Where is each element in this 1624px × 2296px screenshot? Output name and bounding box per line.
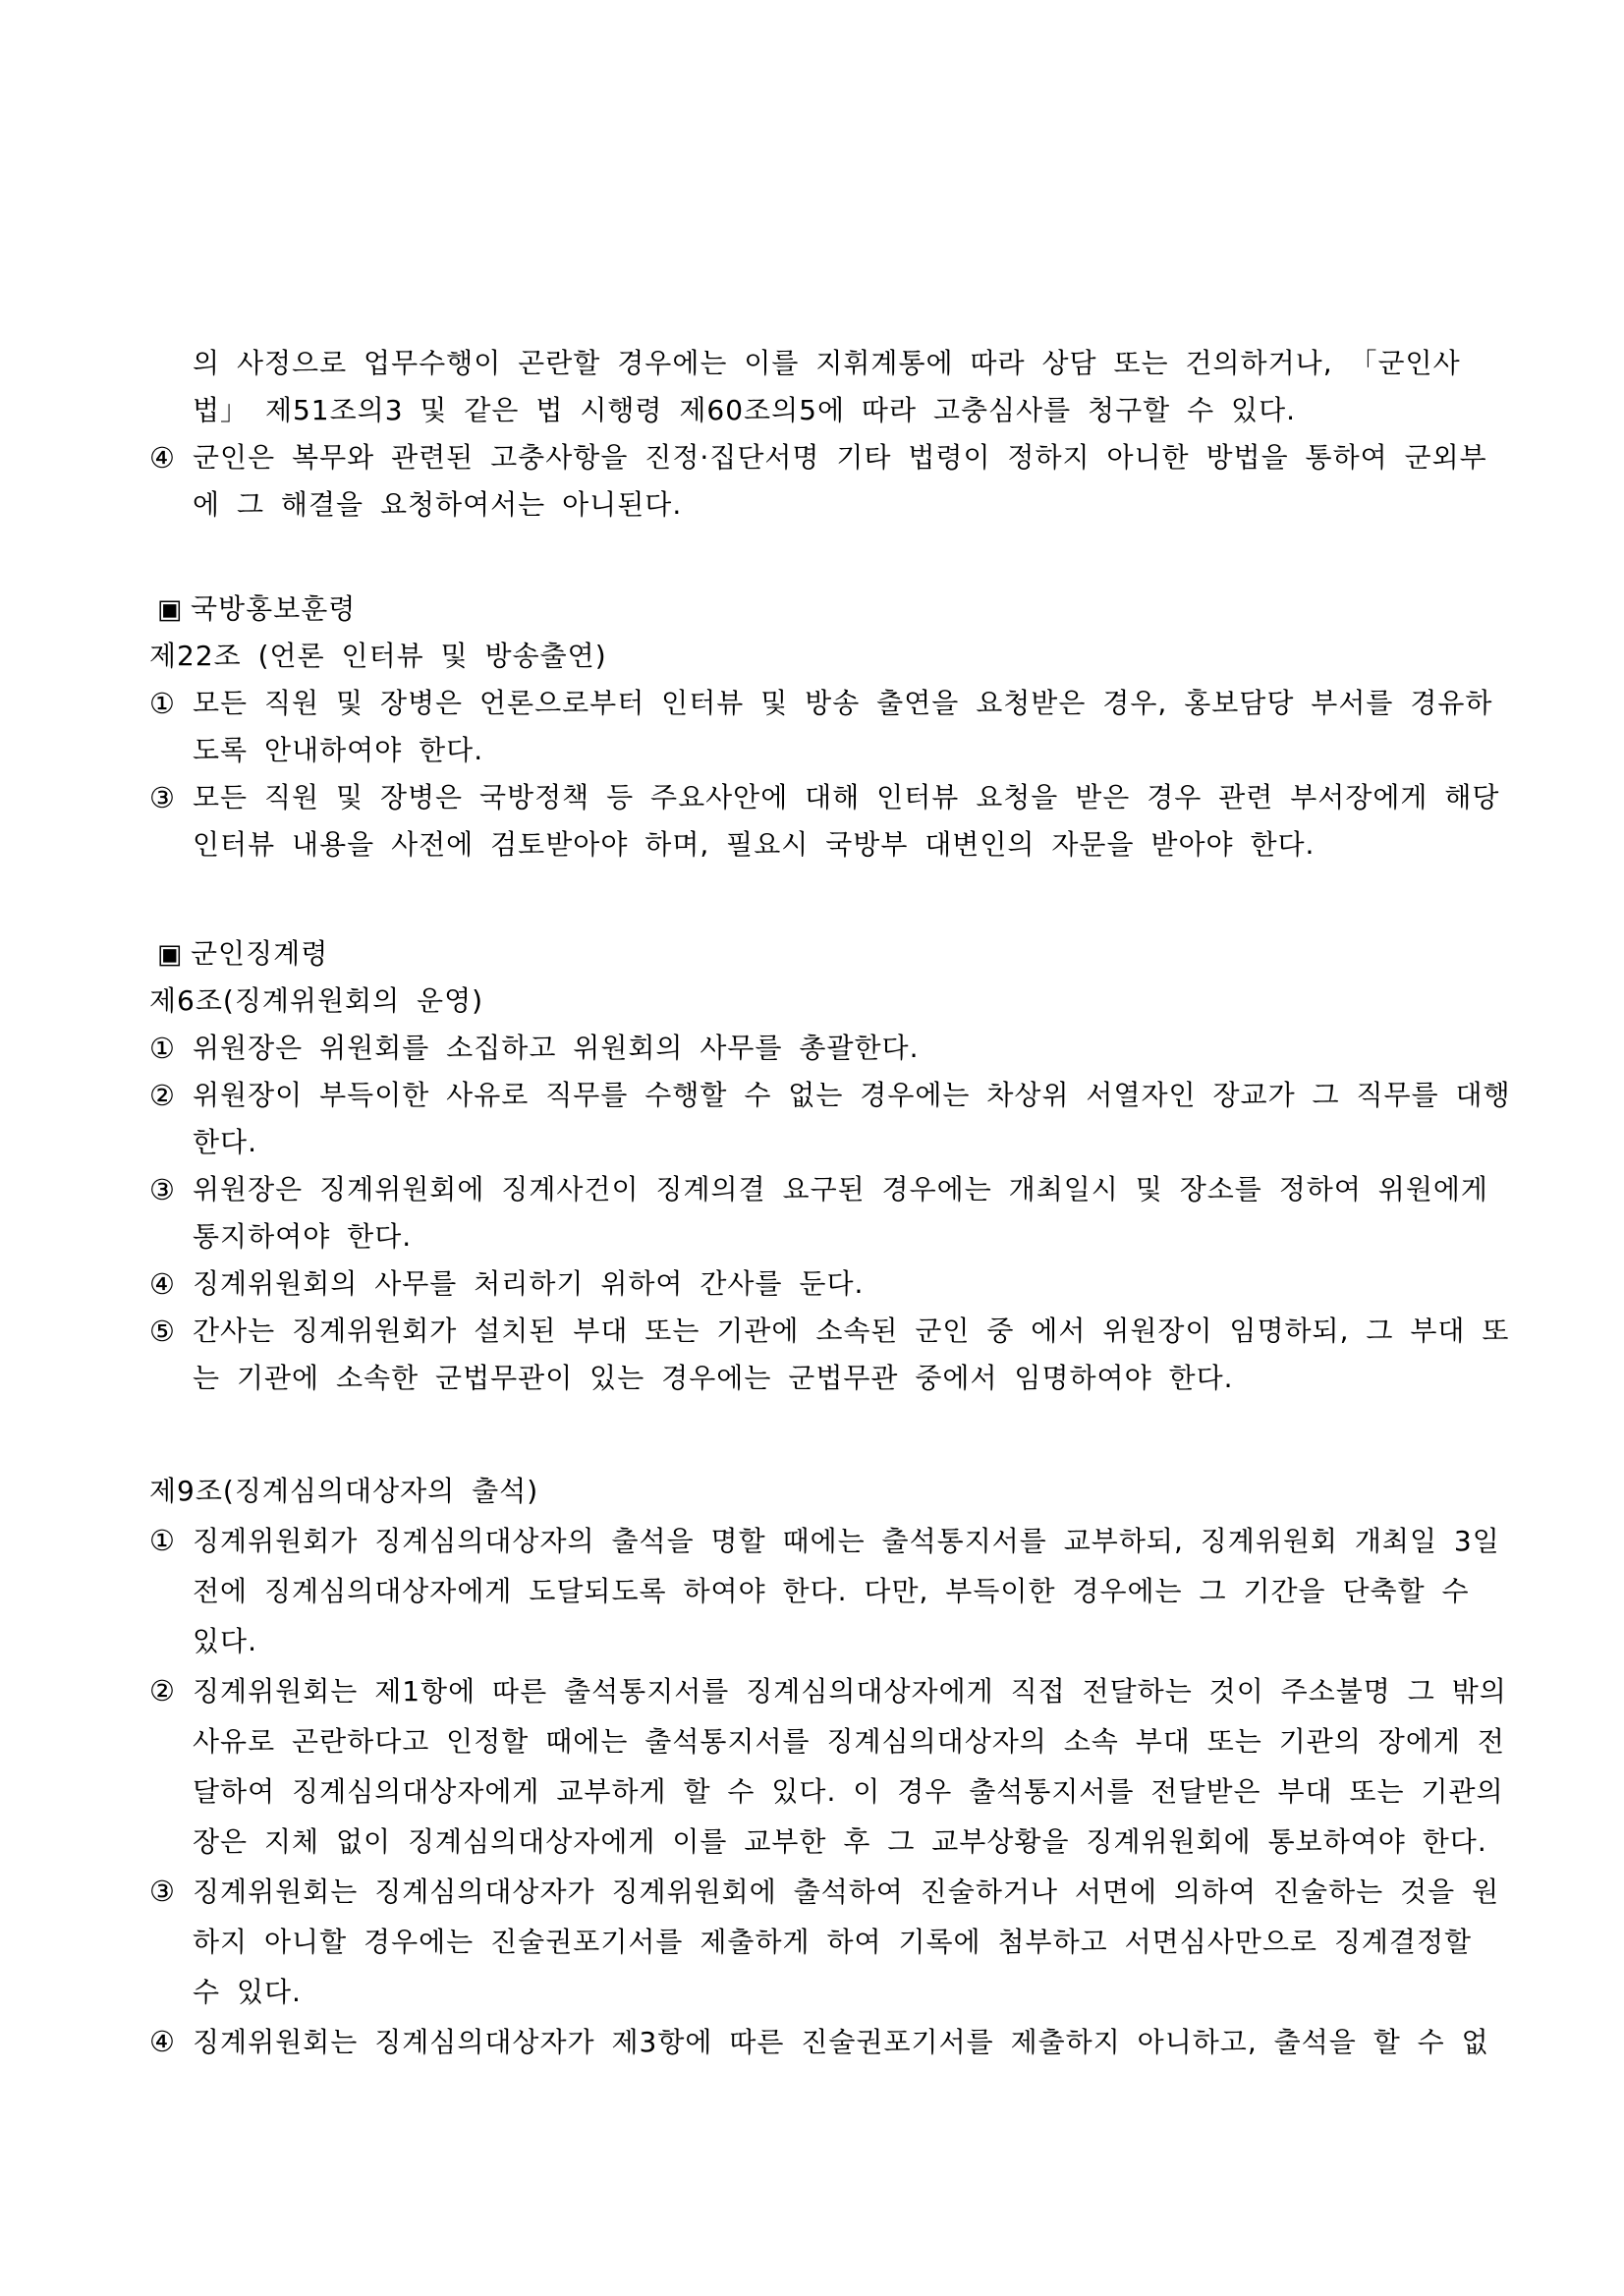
text-line: 달하여 징계심의대상자에게 교부하게 할 수 있다. 이 경우 출석통지서를 전달받은 부대 또는 기관의 bbox=[193, 1775, 1504, 1808]
item-marker-circled-4: ④ bbox=[149, 441, 176, 475]
item-marker-circled-2: ② bbox=[149, 1079, 176, 1112]
article-heading: 제9조(징계심의대상자의 출석) bbox=[149, 1475, 539, 1507]
item-first-line bbox=[149, 1166, 1488, 1213]
item-text: 모든 직원 및 장병은 언론으로부터 인터뷰 및 방송 출연을 요청받은 경우, 홍보담당 부서를 경유하 bbox=[193, 687, 1493, 719]
item-marker-circled-3: ③ bbox=[149, 781, 176, 814]
item-first-line bbox=[149, 1867, 1500, 1917]
text-line: 에 그 해결을 요청하여서는 아니된다. bbox=[193, 488, 683, 521]
text-line: 전에 징계심의대상자에게 도달되도록 하여야 한다. 다만, 부득이한 경우에는 그 기간을 단축할 수 bbox=[193, 1575, 1470, 1607]
square-bullet-icon: ▣ bbox=[157, 939, 184, 970]
square-bullet-icon: ▣ bbox=[157, 594, 184, 625]
item-marker-circled-4: ④ bbox=[149, 1267, 176, 1301]
article-heading: 제6조(징계위원회의 운영) bbox=[149, 984, 484, 1017]
item-marker-circled-2: ② bbox=[149, 1674, 176, 1708]
item-text: 간사는 징계위원회가 설치된 부대 또는 기관에 소속된 군인 중 에서 위원장이 임명하되, 그 부대 또 bbox=[193, 1315, 1510, 1347]
text-line: 는 기관에 소속한 군법무관이 있는 경우에는 군법무관 중에서 임명하여야 한다. bbox=[193, 1362, 1234, 1394]
item-marker-circled-3: ③ bbox=[149, 1875, 176, 1908]
item-text: 군인은 복무와 관련된 고충사항을 진정·집단서명 기타 법령이 정하지 아니한 방법을 통하여 군외부 bbox=[193, 441, 1487, 474]
text-line: 장은 지체 없이 징계심의대상자에게 이를 교부한 후 그 교부상황을 징계위원회에 통보하여야 한다. bbox=[193, 1825, 1487, 1858]
item-first-line bbox=[149, 2017, 1489, 2067]
item-first-line bbox=[149, 1666, 1507, 1716]
text-line: 통지하여야 한다. bbox=[193, 1220, 413, 1253]
item-marker-circled-1: ① bbox=[149, 1524, 176, 1557]
item-text: 위원장은 징계위원회에 징계사건이 징계의결 요구된 경우에는 개최일시 및 장소를 정하여 위원에게 bbox=[193, 1173, 1488, 1205]
text-line: 법」 제51조의3 및 같은 법 시행령 제60조의5에 따라 고충심사를 청구할 수 있다. bbox=[193, 394, 1297, 426]
item-first-line bbox=[149, 1308, 1510, 1355]
section-title: 군인징계령 bbox=[191, 937, 329, 970]
text-line: 하지 아니할 경우에는 진술권포기서를 제출하게 하여 기록에 첨부하고 서면심사만으로 징계결정할 bbox=[193, 1926, 1473, 1958]
section-grievance-continuation bbox=[149, 340, 1485, 529]
text-line: 도록 안내하여야 한다. bbox=[193, 734, 484, 766]
item-first-line bbox=[149, 1260, 1485, 1308]
section-defense-pr-directive bbox=[149, 586, 1500, 868]
item-marker-circled-3: ③ bbox=[149, 1173, 176, 1206]
text-line: 사유로 곤란하다고 인정할 때에는 출석통지서를 징계심의대상자의 소속 부대 또는 기관의 장에게 전 bbox=[193, 1725, 1505, 1758]
section-header bbox=[149, 930, 1485, 978]
text-line: 있다. bbox=[193, 1625, 257, 1657]
item-marker-circled-1: ① bbox=[149, 1032, 176, 1065]
text-line: 인터뷰 내용을 사전에 검토받아야 하며, 필요시 국방부 대변인의 자문을 받아야 한다. bbox=[193, 828, 1316, 861]
section-military-discipline-decree bbox=[149, 930, 1511, 1402]
section-header bbox=[149, 586, 1485, 633]
item-text: 위원장은 위원회를 소집하고 위원회의 사무를 총괄한다. bbox=[193, 1032, 920, 1064]
item-first-line bbox=[149, 1072, 1511, 1119]
item-first-line bbox=[149, 1516, 1500, 1566]
section-title: 국방홍보훈령 bbox=[191, 592, 357, 625]
item-first-line bbox=[149, 434, 1485, 481]
text-line: 수 있다. bbox=[193, 1976, 302, 2008]
article-heading: 제22조 (언론 인터뷰 및 방송출연) bbox=[149, 640, 607, 672]
item-first-line bbox=[149, 1025, 1485, 1072]
item-text: 징계위원회의 사무를 처리하기 위하여 간사를 둔다. bbox=[193, 1267, 865, 1300]
item-text: 징계위원회는 징계심의대상자가 제3항에 따른 진술권포기서를 제출하지 아니하고, 출석을 할 수 없 bbox=[193, 2026, 1489, 2058]
item-marker-circled-1: ① bbox=[149, 687, 176, 720]
item-text: 모든 직원 및 장병은 국방정책 등 주요사안에 대해 인터뷰 요청을 받은 경우 관련 부서장에게 해당 bbox=[193, 781, 1500, 813]
text-line: 의 사정으로 업무수행이 곤란할 경우에는 이를 지휘계통에 따라 상담 또는 건의하거나, 「군인사 bbox=[193, 347, 1461, 379]
item-marker-circled-4: ④ bbox=[149, 2025, 176, 2058]
item-text: 위원장이 부득이한 사유로 직무를 수행할 수 없는 경우에는 차상위 서열자인 장교가 그 직무를 대행 bbox=[193, 1079, 1511, 1111]
item-marker-circled-5: ⑤ bbox=[149, 1315, 176, 1348]
item-first-line bbox=[149, 774, 1500, 821]
section-article-9-attendance bbox=[149, 1466, 1507, 2067]
text-line: 한다. bbox=[193, 1126, 257, 1158]
item-text: 징계위원회는 징계심의대상자가 징계위원회에 출석하여 진술하거나 서면에 의하여 진술하는 것을 원 bbox=[193, 1876, 1500, 1908]
item-text: 징계위원회는 제1항에 따른 출석통지서를 징계심의대상자에게 직접 전달하는 것이 주소불명 그 밖의 bbox=[193, 1675, 1507, 1708]
item-text: 징계위원회가 징계심의대상자의 출석을 명할 때에는 출석통지서를 교부하되, 징계위원회 개최일 3일 bbox=[193, 1525, 1500, 1557]
item-first-line bbox=[149, 680, 1493, 727]
